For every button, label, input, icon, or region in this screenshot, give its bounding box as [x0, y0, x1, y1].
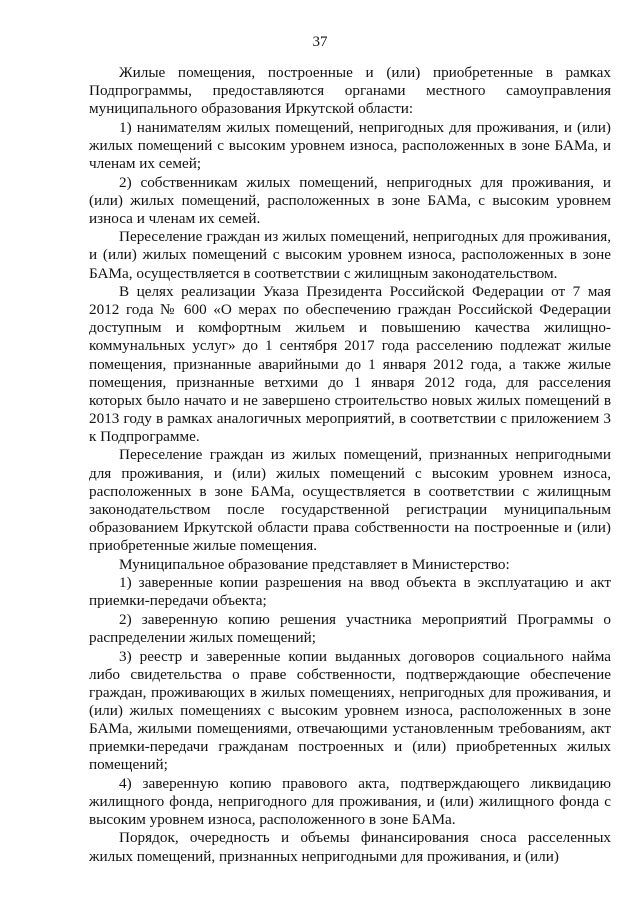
paragraph-demolition-procedure: Порядок, очередность и объемы финансирования сноса расселенных жилых помещений, признанных непригодными для проживания, и (или) — [89, 829, 611, 865]
document-body — [89, 64, 611, 866]
paragraph-item-decision-copy: 2) заверенную копию решения участника мероприятий Программы о распределении жилых помещений; — [89, 610, 611, 646]
paragraph-item-owners: 2) собственникам жилых помещений, непригодных для проживания, и (или) жилых помещений, расположенных в зоне БАМа, с высоким уровнем износа и членам их семей. — [89, 173, 611, 227]
paragraph-municipality-submits: Муниципальное образование представляет в Министерство: — [119, 555, 510, 573]
paragraph-item-legal-act: 4) заверенную копию правового акта, подтверждающего ликвидацию жилищного фонда, непригодного для проживания, и (или) жилищного фонда с высоким уровнем износа, расположенного в зоне БАМа. — [89, 774, 611, 828]
paragraph-resettlement-law: Переселение граждан из жилых помещений, непригодных для проживания, и (или) жилых помещений с высоким уровнем износа, расположенных в зоне БАМа, осуществляется в соответствии с жилищным законодательством. — [89, 228, 611, 282]
paragraph-item-registry: 3) реестр и заверенные копии выданных договоров социального найма либо свидетельства о праве собственности, подтверждающие обеспечение граждан, проживающих в жилых помещениях, непригодных для проживания, и (или) жилых помещениях с высоким уровнем износа, расположенных в зоне БАМа, жилыми помещениями, отвечающими установленным требованиям, акт приемки-передачи гражданам построенных и (или) приобретенных жилых помещений; — [89, 647, 611, 774]
paragraph-resettlement-after-registration: Переселение граждан из жилых помещений, признанных непригодными для проживания, и (или) жилых помещений с высоким уровнем износа, расположенных в зоне БАМа, осуществляется в соответствии с жилищным законодательством после государственной регистрации муниципальным образованием Иркутской области права собственности на построенные и (или) приобретенные жилые помещения. — [89, 446, 611, 554]
paragraph-housing-provision-intro: Жилые помещения, построенные и (или) приобретенные в рамках Подпрограммы, предоставляются органами местного самоуправления муниципального образования Иркутской области: — [89, 64, 611, 118]
page-number: 37 — [312, 34, 328, 50]
paragraph-presidential-decree: В целях реализации Указа Президента Российской Федерации от 7 мая 2012 года № 600 «О мерах по обеспечению граждан Российской Федерации доступным и комфортным жильем и повышению качества жилищно-коммунальных услуг» до 1 сентября 2017 года расселению подлежат жилые помещения, признанные аварийными до 1 января 2012 года, а также жилые помещения, признанные ветхими до 1 января 2012 года, для расселения которых было начато и не завершено строительство новых жилых помещений в 2013 году в рамках аналогичных мероприятий, в соответствии с приложением 3 к Подпрограмме. — [89, 283, 611, 445]
paragraph-item-tenants: 1) нанимателям жилых помещений, непригодных для проживания, и (или) жилых помещений с высоким уровнем износа, расположенных в зоне БАМа, и членам их семей; — [89, 118, 611, 172]
paragraph-item-permit-copies: 1) заверенные копии разрешения на ввод объекта в эксплуатацию и акт приемки-передачи объекта; — [89, 574, 611, 610]
